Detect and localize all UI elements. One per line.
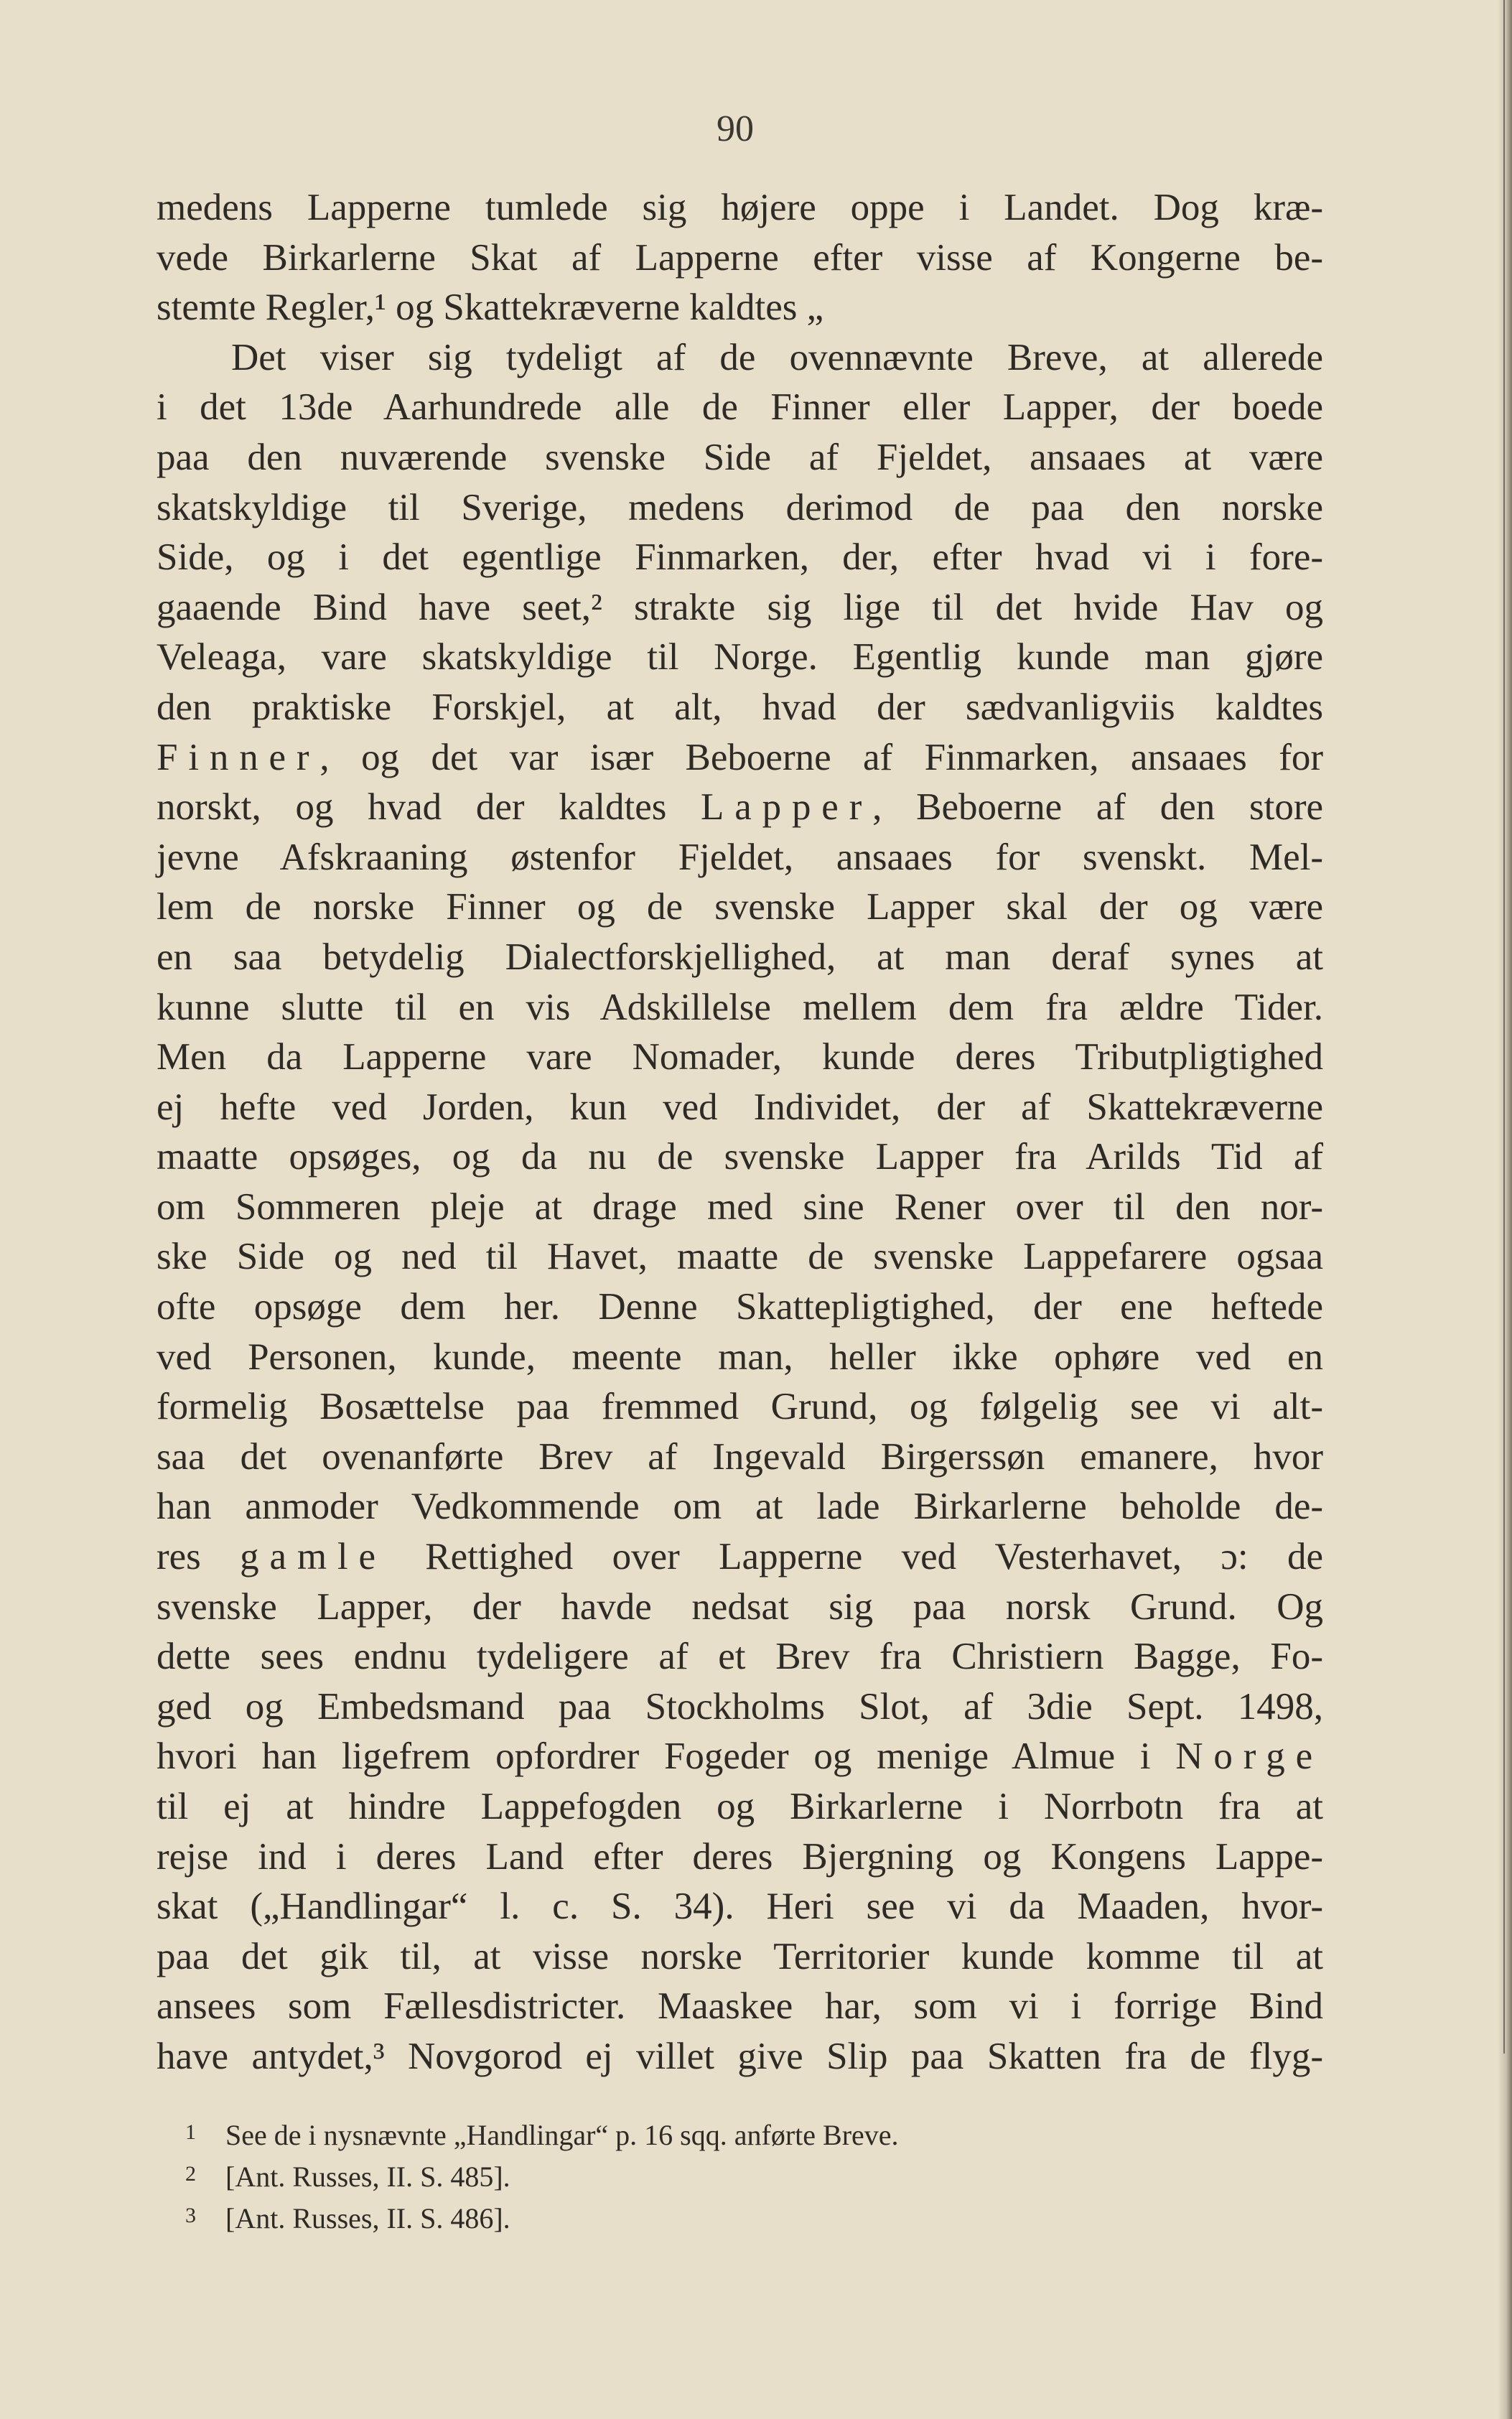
text-line: Veleaga, vare skatskyldige til Norge. Egentlig kunde man gjøre: [157, 636, 1323, 679]
text-segment: hvori han ligefrem opfordrer Fogeder og menige Almue i: [157, 1735, 1176, 1778]
text-line: skat („Handlingar“ l. c. S. 34). Heri see vi da Maaden, hvor-: [157, 1886, 1323, 1928]
text-segment: , og det var især Beboerne af Finmarken, ansaaes for: [319, 736, 1323, 778]
footnote-text: See de i nysnævnte „Handlingar“ p. 16 sqq. anførte Breve.: [225, 2119, 899, 2151]
text-line: svenske Lapper, der havde nedsat sig paa norsk Grund. Og: [157, 1585, 1323, 1628]
text-line: Det viser sig tydeligt af de ovennævnte Breve, at allerede: [231, 336, 1323, 378]
text-segment: norskt, og hvad der kaldtes: [157, 786, 701, 829]
text-line: til ej at hindre Lappefogden og Birkarlerne i Norrbotn fra at: [157, 1786, 1323, 1827]
footnote: [185, 2196, 1334, 2239]
text-line: rejse ind i deres Land efter deres Bjergning og Kongens Lappe-: [157, 1835, 1323, 1878]
text-line: medens Lapperne tumlede sig højere oppe i Landet. Dog kræ-: [157, 187, 1323, 228]
text-line: have antydet,³ Novgorod ej villet give Slip paa Skatten fra de flyg-: [157, 2035, 1323, 2077]
spaced-term: Finner: [157, 736, 320, 778]
text-line: [157, 733, 1323, 783]
text-line: lem de norske Finner og de svenske Lapper skal der og være: [157, 886, 1323, 928]
text-line: maatte opsøges, og da nu de svenske Lapper fra Arilds Tid af: [157, 1136, 1323, 1178]
text-line: ofte opsøge dem her. Denne Skattepligtighed, der ene heftede: [157, 1286, 1323, 1328]
text-line: formelig Bosættelse paa fremmed Grund, og følgelig see vi alt-: [157, 1386, 1323, 1428]
text-line: skatskyldige til Sverige, medens derimod de paa den norske: [157, 486, 1323, 528]
spaced-term: Lapper: [701, 786, 873, 829]
text-line: [157, 783, 1323, 833]
text-line: om Sommeren pleje at drage med sine Rener over til den nor-: [157, 1185, 1323, 1228]
text-line: Side, og i det egentlige Finmarken, der, efter hvad vi i fore-: [157, 536, 1323, 579]
footnote-mark: 1: [185, 2120, 196, 2144]
text-line: en saa betydelig Dialectforskjellighed, at man deraf synes at: [157, 936, 1323, 978]
spaced-term: gamle: [240, 1536, 386, 1578]
text-line: Men da Lapperne vare Nomader, kunde deres Tributpligtighed: [157, 1036, 1323, 1078]
text-line: dette sees endnu tydeligere af et Brev fra Christiern Bagge, Fo-: [157, 1636, 1323, 1678]
text-line: vede Birkarlerne Skat af Lapperne efter visse af Kongerne be-: [157, 236, 1323, 279]
text-line: [157, 283, 1323, 333]
text-line: han anmoder Vedkommende om at lade Birkarlerne beholde de-: [157, 1486, 1323, 1528]
text-line: ej hefte ved Jorden, kun ved Individet, der af Skattekræverne: [157, 1086, 1323, 1128]
text-line: saa det ovenanførte Brev af Ingevald Birgerssøn emanere, hvor: [157, 1435, 1323, 1478]
text-line: i det 13de Aarhundrede alle de Finner eller Lapper, der boede: [157, 386, 1323, 429]
text-line: ske Side og ned til Havet, maatte de svenske Lappefarere ogsaa: [157, 1236, 1323, 1278]
text-line: jevne Afskraaning østenfor Fjeldet, ansaaes for svenskt. Mel-: [157, 836, 1323, 878]
text-line: gaaende Bind have seet,² strakte sig lige til det hvide Hav og: [157, 586, 1323, 628]
text-segment: stemte Regler,¹ og Skattekræverne kaldtes „: [157, 286, 824, 329]
text-line: ansees som Fællesdistricter. Maaskee har, som vi i forrige Bind: [157, 1985, 1323, 2028]
page-number: 90: [717, 108, 754, 149]
footnote: [185, 2154, 1334, 2197]
footnote-mark: 3: [185, 2204, 196, 2227]
footnote: [185, 2112, 1334, 2155]
text-segment: Rettighed over Lapperne ved Vesterhavet, ɔ: de: [386, 1536, 1323, 1578]
text-line: paa den nuværende svenske Side af Fjeldet, ansaaes at være: [157, 436, 1323, 478]
footnote-text: [Ant. Russes, II. S. 486].: [225, 2202, 510, 2234]
text-segment: , Beboerne af den store: [872, 786, 1323, 829]
page-edge-shadow: [1498, 0, 1512, 2419]
text-line: paa det gik til, at visse norske Territorier kunde komme til at: [157, 1935, 1323, 1977]
text-line: [157, 1532, 1323, 1583]
spaced-term: Norge: [1175, 1735, 1323, 1778]
body-text: [157, 183, 1323, 2082]
text-segment: res: [157, 1536, 241, 1578]
footnote-mark: 2: [185, 2162, 196, 2186]
text-line: ged og Embedsmand paa Stockholms Slot, af 3die Sept. 1498,: [157, 1685, 1323, 1728]
text-line: [157, 1732, 1323, 1782]
footnote-text: [Ant. Russes, II. S. 485].: [225, 2161, 510, 2193]
text-line: kunne slutte til en vis Adskillelse mellem dem fra ældre Tider.: [157, 986, 1323, 1028]
text-line: ved Personen, kunde, meente man, heller ikke ophøre ved en: [157, 1336, 1323, 1378]
text-line: den praktiske Forskjel, at alt, hvad der sædvanligviis kaldtes: [157, 686, 1323, 728]
